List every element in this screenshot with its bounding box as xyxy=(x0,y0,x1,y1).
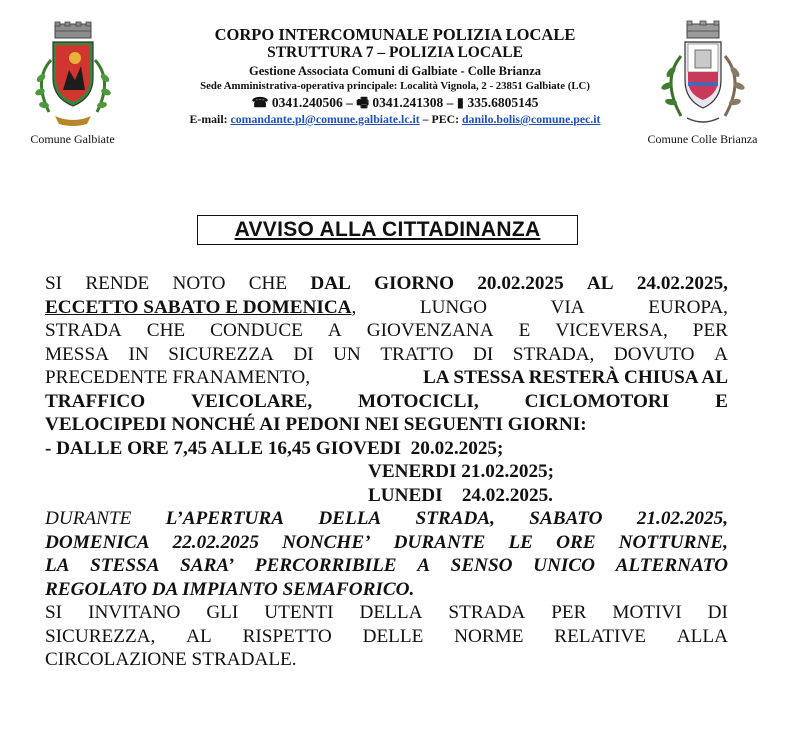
notice-line-17: CIRCOLAZIONE STRADALE. xyxy=(45,649,297,670)
header-subtitle: STRUTTURA 7 – POLIZIA LOCALE xyxy=(267,44,523,61)
notice-line-11: DURANTE L’APERTURA DELLA STRADA, SABATO 21.02.2025, xyxy=(45,508,728,529)
notice-line-13: LA STESSA SARA’ PERCORRIBILE A SENSO UNICO ALTERNATO xyxy=(45,555,728,576)
mobile-phone-icon: ▮ xyxy=(456,95,465,110)
notice-line-15: SI INVITANO GLI UTENTI DELLA STRADA PER MOTIVI DI xyxy=(45,602,728,623)
colle-brianza-caption: Comune Colle Brianza xyxy=(647,132,758,146)
letterhead xyxy=(150,26,640,127)
header-title: CORPO INTERCOMUNALE POLIZIA LOCALE xyxy=(214,25,576,44)
pec-label: – PEC: xyxy=(422,112,460,126)
fax-number: 0341.241308 – xyxy=(372,95,454,110)
header-management: Gestione Associata Comuni di Galbiate - Colle Brianza xyxy=(248,64,541,78)
notice-line-1: SI RENDE NOTO CHE DAL GIORNO 20.02.2025 AL 24.02.2025, xyxy=(45,273,728,294)
notice-line-6: TRAFFICO VEICOLARE, MOTOCICLI, CICLOMOTORI E xyxy=(45,390,728,412)
notice-line-7: VELOCIPEDI NONCHÉ AI PEDONI NEI SEGUENTI GIORNI: xyxy=(45,414,587,435)
notice-line-2: ECCETTO SABATO E DOMENICA, LUNGO VIA EUROPA, xyxy=(45,296,728,318)
fax-icon: 🖷 xyxy=(356,95,369,110)
mobile-number: 335.6805145 xyxy=(467,95,539,110)
phone-icon: ☎ xyxy=(251,95,269,110)
notice-line-3: STRADA CHE CONDUCE A GIOVENZANA E VICEVERSA, PER xyxy=(45,320,728,341)
notice-line-10: LUNEDI 24.02.2025. xyxy=(368,484,553,506)
galbiate-caption: Comune Galbiate xyxy=(30,132,115,146)
pec-link[interactable]: danilo.bolis@comune.pec.it xyxy=(462,112,601,126)
galbiate-crest-icon xyxy=(25,20,121,130)
header-address: Sede Amministrativa-operativa principale: Località Vignola, 2 - 23851 Galbiate (LC) xyxy=(200,80,590,92)
header-contacts xyxy=(150,111,640,127)
notice-line-5: PRECEDENTE FRANAMENTO, LA STESSA RESTERÀ CHIUSA AL xyxy=(45,367,728,388)
phone-number: 0341.240506 – xyxy=(271,95,353,110)
notice-line-9: VENERDI 21.02.2025; xyxy=(368,461,555,482)
notice-body xyxy=(45,272,728,672)
email-label: E-mail: xyxy=(189,112,228,126)
notice-line-12: DOMENICA 22.02.2025 NONCHE’ DURANTE LE ORE NOTTURNE, xyxy=(45,531,728,553)
notice-line-8: - DALLE ORE 7,45 ALLE 16,45 GIOVEDI 20.02.2025; xyxy=(45,437,504,459)
notice-line-4: MESSA IN SICUREZZA DI UN TRATTO DI STRADA, DOVUTO A xyxy=(45,343,728,365)
colle-brianza-crest-icon xyxy=(653,20,753,130)
colle-brianza-crest xyxy=(640,20,765,147)
galbiate-crest xyxy=(20,20,125,147)
notice-line-16: SICUREZZA, AL RISPETTO DELLE NORME RELATIVE ALLA xyxy=(45,625,728,647)
header-phones xyxy=(150,94,640,111)
notice-line-14: REGOLATO DA IMPIANTO SEMAFORICO. xyxy=(45,578,415,600)
notice-title: AVVISO ALLA CITTADINANZA xyxy=(197,215,578,245)
email-link[interactable]: comandante.pl@comune.galbiate.lc.it xyxy=(230,112,420,126)
